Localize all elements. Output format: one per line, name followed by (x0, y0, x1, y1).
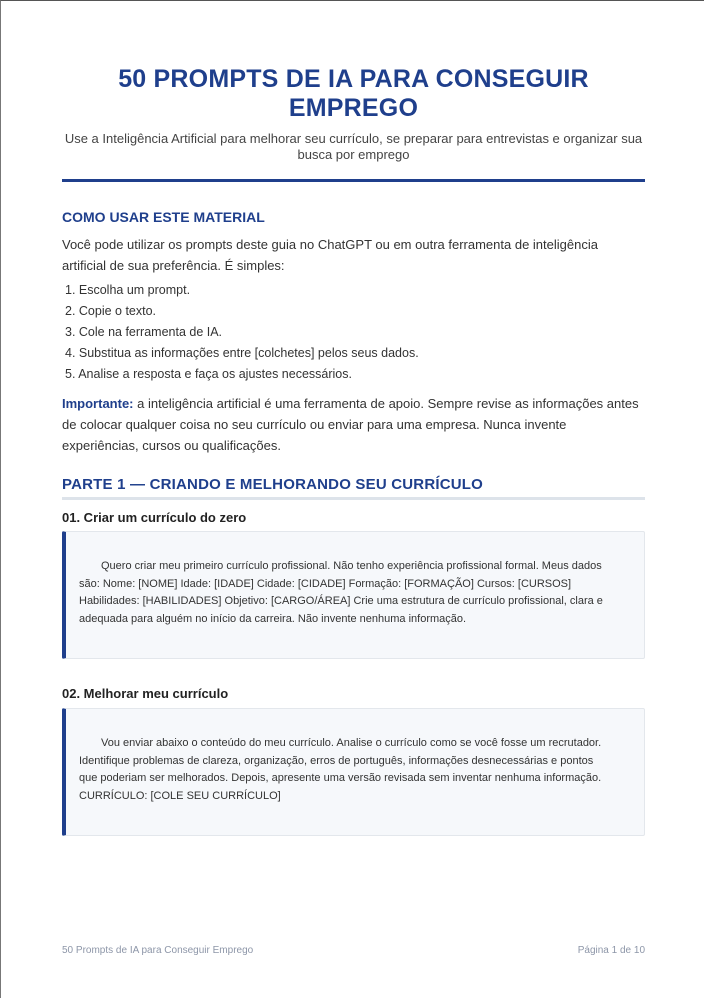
footer-document-name: 50 Prompts de IA para Conseguir Emprego (62, 945, 254, 956)
important-note (62, 393, 645, 456)
list-item: 4. Substitua as informações entre [colchetes] pelos seus dados. (65, 346, 419, 360)
footer-page-number: Página 1 de 10 (577, 945, 645, 956)
prompt-02-title: 02. Melhorar meu currículo (62, 686, 229, 701)
prompt-01-title: 01. Criar um currículo do zero (62, 510, 247, 525)
list-item: 1. Escolha um prompt. (65, 283, 191, 297)
document-title: 50 PROMPTS DE IA PARA CONSEGUIR EMPREGO (118, 65, 589, 122)
prompt-02-text: Vou enviar abaixo o conteúdo do meu currículo. Analise o currículo como se você fosse um recrutador. Identifique problemas de clareza, organização, erros de português, informações desnecessárias e pontos que poderiam ser melhorados. Depois, apresente uma versão revisada sem inventar nenhuma informação. CURRÍCULO: [COLE SEU CURRÍCULO] (79, 737, 602, 802)
howto-heading: COMO USAR ESTE MATERIAL (62, 209, 265, 225)
part1-divider (62, 497, 645, 500)
prompt-02-box (62, 708, 645, 836)
list-item: 2. Copie o texto. (65, 304, 157, 318)
important-label: Importante: (62, 396, 134, 411)
list-item: 5. Analise a resposta e faça os ajustes necessários. (65, 367, 352, 381)
howto-intro: Você pode utilizar os prompts deste guia no ChatGPT ou em outra ferramenta de inteligência artificial de sua preferência. É simples: (62, 237, 598, 273)
important-text: a inteligência artificial é uma ferramenta de apoio. Sempre revise as informações antes de colocar qualquer coisa no seu currículo ou enviar para uma empresa. Nunca invente experiências, cursos ou qualificações. (62, 396, 639, 453)
prompt-01-text: Quero criar meu primeiro currículo profissional. Não tenho experiência profissional formal. Meus dados são: Nome: [NOME] Idade: [IDADE] Cidade: [CIDADE] Formação: [FORMAÇÃO] Cursos: [CURSOS] Habilidades: [HABILIDADES] Objetivo: [CARGO/ÁREA] Crie uma estrutura de currículo profissional, clara e adequada para alguém no início da carreira. Não invente nenhuma informação. (79, 560, 603, 625)
title-divider (62, 179, 645, 182)
prompt-01-box (62, 531, 645, 659)
part1-heading: PARTE 1 — CRIANDO E MELHORANDO SEU CURRÍCULO (62, 476, 484, 493)
list-item: 3. Cole na ferramenta de IA. (65, 325, 223, 339)
howto-steps-list (62, 280, 645, 385)
document-subtitle: Use a Inteligência Artificial para melhorar seu currículo, se preparar para entrevistas e organizar sua busca por emprego (64, 131, 643, 162)
